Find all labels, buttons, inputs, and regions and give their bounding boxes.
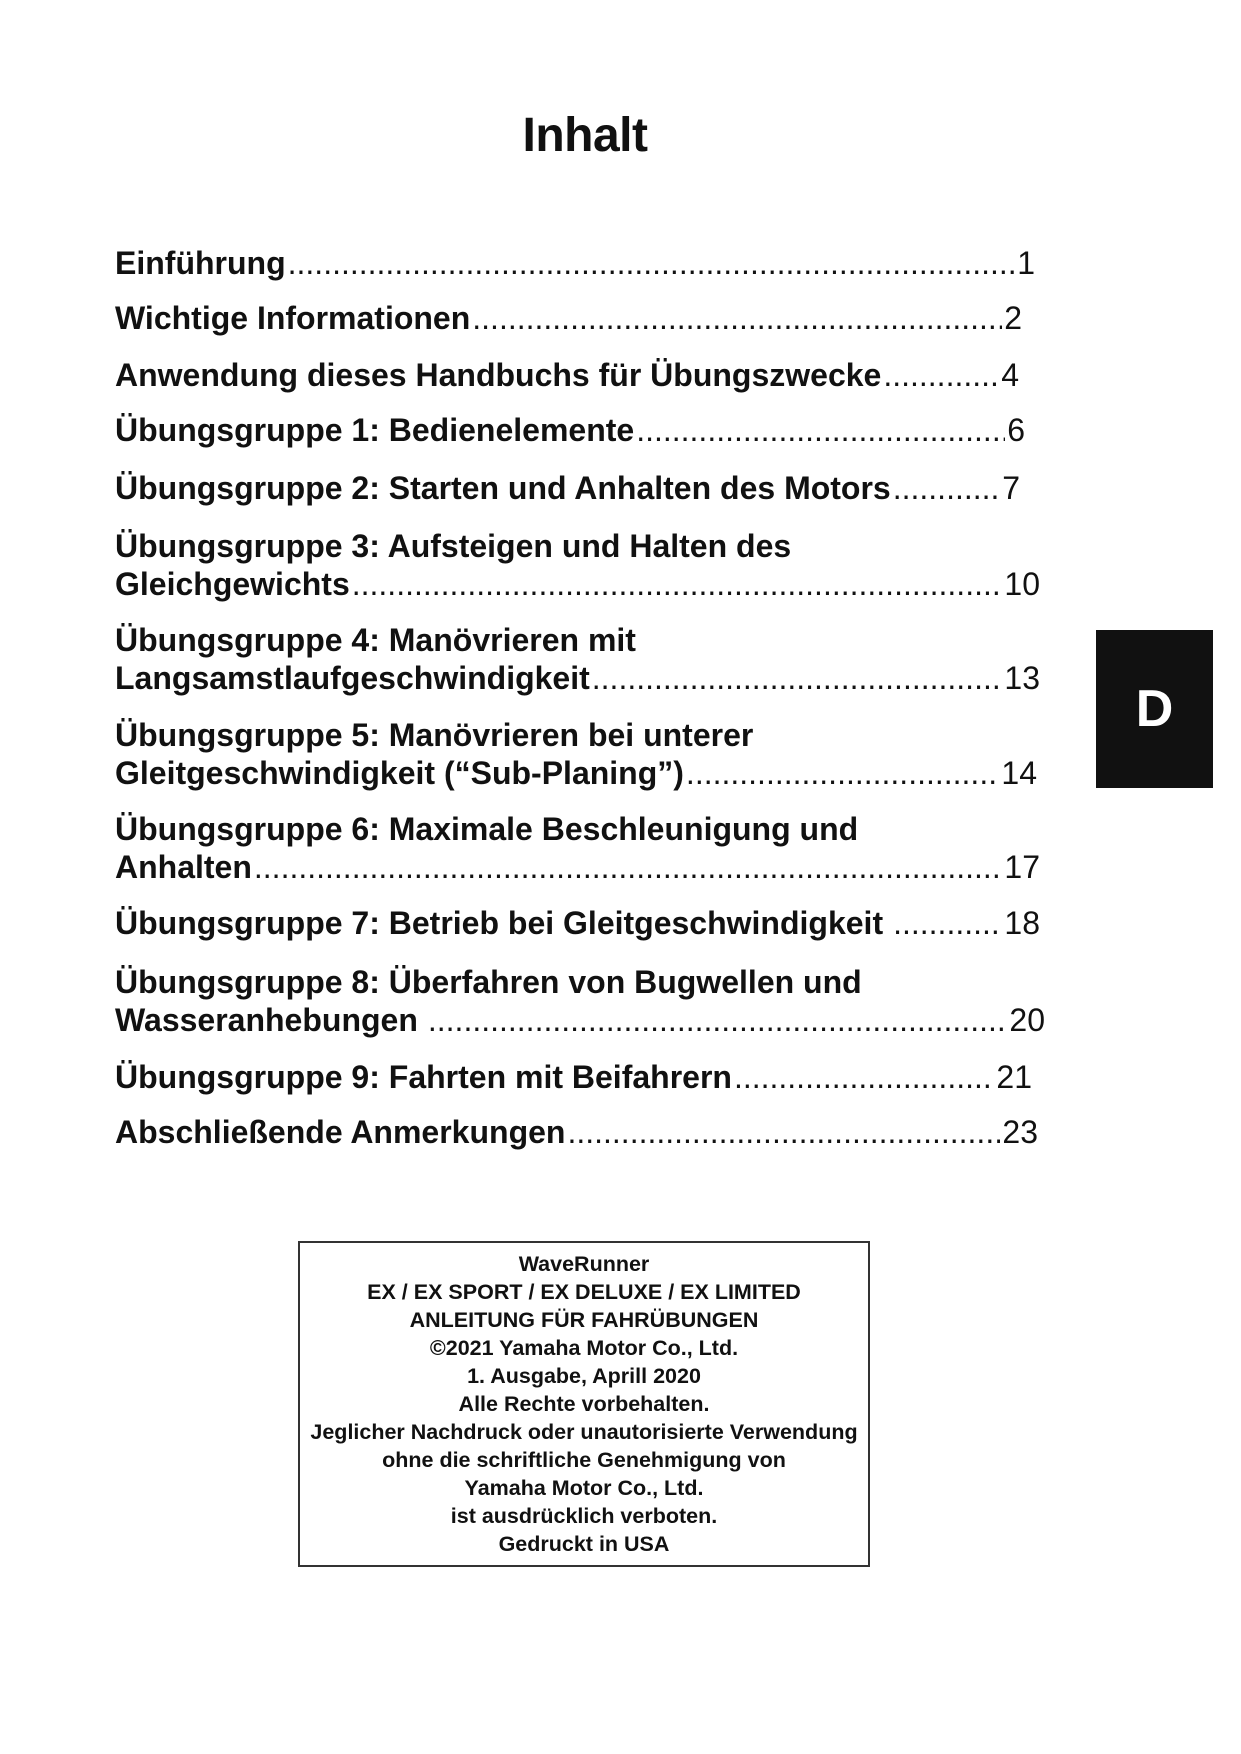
imprint-line: ©2021 Yamaha Motor Co., Ltd. bbox=[429, 1336, 739, 1360]
toc-entry-title: Übungsgruppe 5: Manövrieren bei unterer bbox=[115, 717, 754, 753]
toc-entry-title: Wichtige Informationen bbox=[115, 300, 471, 336]
toc-entry[interactable] bbox=[115, 1113, 1038, 1151]
toc-entry-title: Übungsgruppe 3: Aufsteigen und Halten des bbox=[115, 528, 792, 564]
toc-entry-title: Übungsgruppe 9: Fahrten mit Beifahrern bbox=[115, 1059, 732, 1095]
imprint-line: EX / EX SPORT / EX DELUXE / EX LIMITED bbox=[367, 1280, 801, 1304]
toc-entry[interactable] bbox=[115, 904, 1040, 942]
section-tab: D bbox=[1096, 630, 1213, 788]
toc-entry-page: 17 bbox=[1004, 849, 1040, 885]
leader-dots bbox=[428, 1001, 1008, 1039]
toc-entry-title: Übungsgruppe 2: Starten und Anhalten des Motors bbox=[115, 470, 891, 506]
imprint-line: Yamaha Motor Co., Ltd. bbox=[464, 1476, 704, 1500]
toc-entry[interactable] bbox=[115, 963, 1045, 1039]
toc-entry-page: 23 bbox=[1002, 1114, 1038, 1150]
toc-entry-page: 4 bbox=[1001, 357, 1019, 393]
imprint-line: 1. Ausgabe, Aprill 2020 bbox=[467, 1364, 701, 1388]
toc-entry[interactable] bbox=[115, 244, 1035, 282]
imprint-box bbox=[298, 1241, 870, 1567]
imprint-line: Jeglicher Nachdruck oder unautorisierte Verwendung bbox=[310, 1420, 858, 1444]
toc-entry-title: Übungsgruppe 7: Betrieb bei Gleitgeschwindigkeit bbox=[115, 905, 884, 941]
page-title: Inhalt bbox=[522, 109, 648, 162]
toc-entry[interactable] bbox=[115, 810, 1040, 886]
imprint-line: Alle Rechte vorbehalten. bbox=[458, 1392, 710, 1416]
toc-entry[interactable] bbox=[115, 716, 1037, 792]
toc-entry-title-continued: Langsamstlaufgeschwindigkeit bbox=[115, 660, 590, 696]
toc-entry[interactable] bbox=[115, 356, 1019, 394]
leader-dots bbox=[592, 659, 1003, 697]
toc-entry-page: 6 bbox=[1007, 412, 1025, 448]
leader-dots bbox=[734, 1058, 994, 1096]
imprint-line: ohne die schriftliche Genehmigung von bbox=[382, 1448, 786, 1472]
toc-entry-page: 2 bbox=[1004, 300, 1022, 336]
toc-entry-title-continued: Gleichgewichts bbox=[115, 566, 350, 602]
toc-entry-page: 20 bbox=[1009, 1002, 1045, 1038]
leader-dots bbox=[893, 904, 1002, 942]
leader-dots bbox=[893, 469, 1000, 507]
leader-dots bbox=[254, 848, 1003, 886]
leader-dots bbox=[883, 356, 999, 394]
toc-entry[interactable] bbox=[115, 1058, 1032, 1096]
imprint-line: Gedruckt in USA bbox=[498, 1532, 670, 1556]
toc-entry-title: Einführung bbox=[115, 245, 286, 281]
toc-entry[interactable] bbox=[115, 621, 1040, 697]
toc-entry-title: Anwendung dieses Handbuchs für Übungszwecke bbox=[115, 357, 882, 393]
toc-entry-title-continued: Wasseranhebungen bbox=[115, 1002, 418, 1038]
toc-entry-title: Übungsgruppe 1: Bedienelemente bbox=[115, 412, 635, 448]
toc-entry-page: 7 bbox=[1002, 470, 1020, 506]
toc-entry[interactable] bbox=[115, 411, 1025, 449]
toc-entry-title: Übungsgruppe 6: Maximale Beschleunigung und bbox=[115, 811, 859, 847]
toc-entry-page: 10 bbox=[1004, 566, 1040, 602]
toc-entry-title: Übungsgruppe 4: Manövrieren mit bbox=[115, 622, 636, 658]
toc-entry[interactable] bbox=[115, 527, 1040, 603]
toc-entry[interactable] bbox=[115, 299, 1022, 337]
toc-entry-page: 21 bbox=[996, 1059, 1032, 1095]
leader-dots bbox=[472, 299, 1002, 337]
toc-entry-title: Übungsgruppe 8: Überfahren von Bugwellen und bbox=[115, 964, 862, 1000]
toc-entry-title: Abschließende Anmerkungen bbox=[115, 1114, 566, 1150]
toc-entry-title-continued: Gleitgeschwindigkeit (“Sub-Planing”) bbox=[115, 755, 684, 791]
imprint-line: ANLEITUNG FÜR FAHRÜBUNGEN bbox=[409, 1308, 759, 1332]
leader-dots bbox=[567, 1113, 1000, 1151]
toc-entry-title-continued: Anhalten bbox=[115, 849, 252, 885]
imprint-line: WaveRunner bbox=[518, 1252, 650, 1276]
toc-entry[interactable] bbox=[115, 469, 1020, 507]
leader-dots bbox=[636, 411, 1005, 449]
toc-entry-page: 1 bbox=[1017, 245, 1035, 281]
leader-dots bbox=[686, 754, 999, 792]
leader-dots bbox=[352, 565, 1003, 603]
toc-entry-page: 13 bbox=[1004, 660, 1040, 696]
leader-dots bbox=[288, 244, 1016, 282]
imprint-line: ist ausdrücklich verboten. bbox=[450, 1504, 718, 1528]
toc-entry-page: 14 bbox=[1001, 755, 1037, 791]
toc-entry-page: 18 bbox=[1004, 905, 1040, 941]
